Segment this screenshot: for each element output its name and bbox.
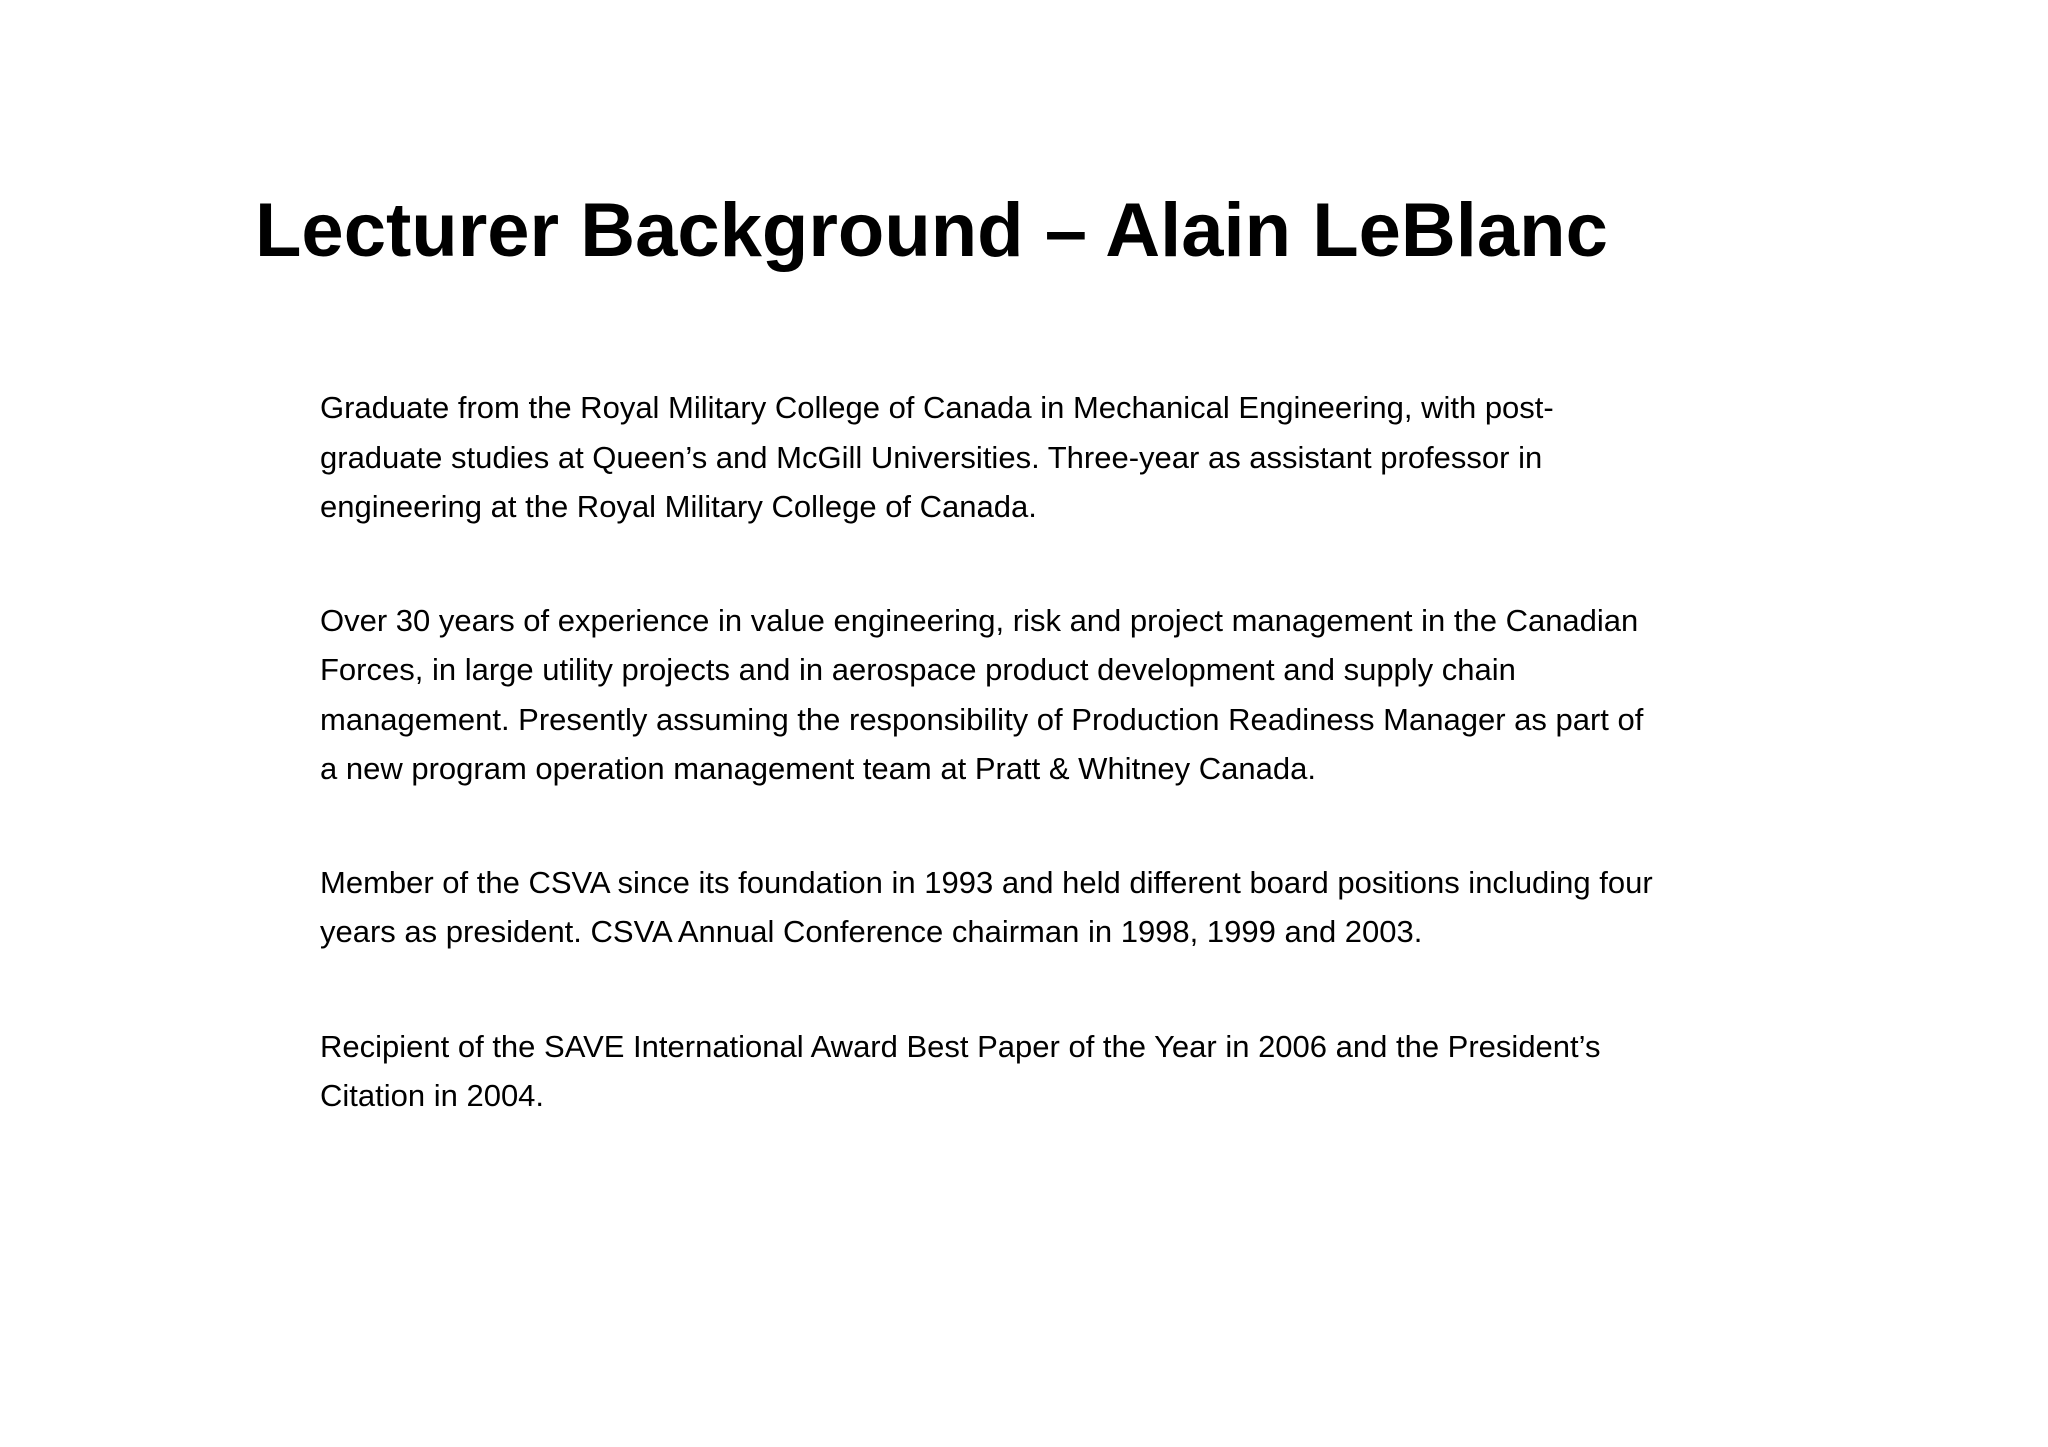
paragraph-line: a new program operation management team at Pratt & Whitney Canada. <box>320 751 1316 786</box>
paragraph-csva <box>320 858 1820 957</box>
paragraph-line: Over 30 years of experience in value engineering, risk and project management in the Canadian <box>320 602 1639 638</box>
paragraph-line: management. Presently assuming the responsibility of Production Readiness Manager as part of <box>320 701 1644 737</box>
slide-body <box>320 383 1820 1121</box>
paragraph-line: engineering at the Royal Military College of Canada. <box>320 489 1037 524</box>
paragraph-line: graduate studies at Queen’s and McGill Universities. Three-year as assistant professor in <box>320 439 1543 475</box>
paragraph-line: Recipient of the SAVE International Award Best Paper of the Year in 2006 and the President’s <box>320 1028 1601 1064</box>
slide-title: Lecturer Background – Alain LeBlanc <box>255 188 1608 273</box>
paragraph-experience <box>320 596 1820 794</box>
paragraph-line: Citation in 2004. <box>320 1078 545 1113</box>
paragraph-line: years as president. CSVA Annual Conference chairman in 1998, 1999 and 2003. <box>320 914 1423 949</box>
paragraph-awards <box>320 1022 1820 1121</box>
paragraph-line: Forces, in large utility projects and in aerospace product development and supply chain <box>320 652 1516 687</box>
paragraph-education <box>320 383 1820 532</box>
paragraph-line: Graduate from the Royal Military College of Canada in Mechanical Engineering, with post- <box>320 390 1554 425</box>
paragraph-line: Member of the CSVA since its foundation in 1993 and held different board positions including four <box>320 864 1653 900</box>
